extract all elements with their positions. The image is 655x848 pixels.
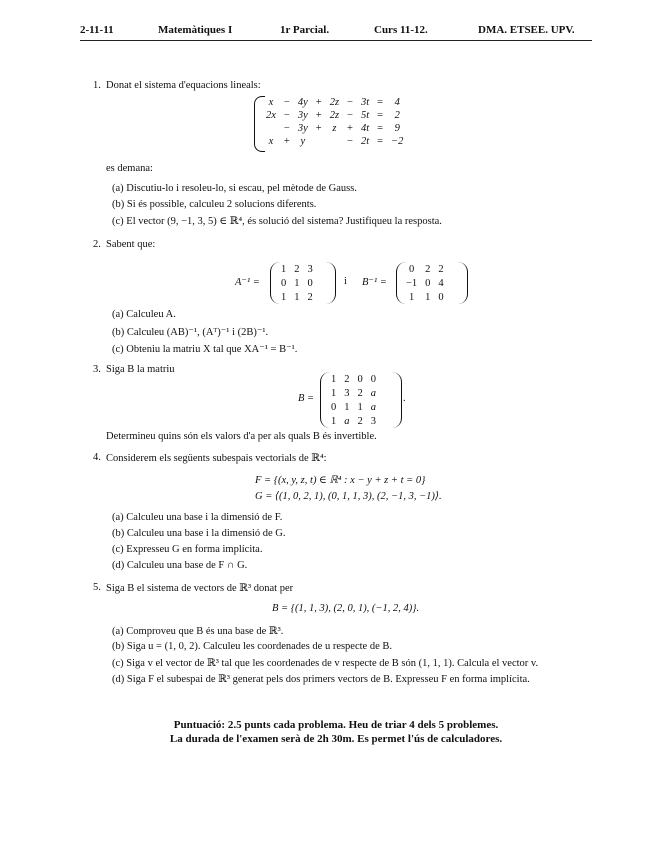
matrix-cell: 3 (344, 387, 350, 399)
p1-intro: Donat el sistema d'equacions lineals: (106, 80, 261, 91)
matrix-cell: a (344, 415, 350, 427)
system-row (262, 96, 407, 109)
system-cell: x (268, 136, 274, 147)
matrix-cell: a (370, 401, 376, 413)
matrix-cell: 3 (370, 415, 376, 427)
p2-binv-label: B⁻¹ = (362, 277, 387, 288)
p4-item-c: (c) Expresseu G en forma implícita. (112, 544, 263, 555)
matrix-row (277, 276, 317, 290)
p5-B: B = {(1, 1, 3), (2, 0, 1), (−1, 2, 4)}. (272, 603, 420, 614)
matrix-cell: 0 (425, 277, 431, 289)
matrix-cell: 0 (438, 291, 444, 303)
matrix-cell: 1 (408, 291, 415, 303)
p2-ainv-matrix (277, 262, 317, 304)
matrix-row (327, 414, 380, 428)
matrix-cell: 1 (425, 291, 431, 303)
header-dept: DMA. ETSEE. UPV. (478, 24, 575, 36)
p2-intro: Sabent que: (106, 239, 156, 250)
system-cell: = (377, 110, 384, 121)
system-cell: 2z (329, 110, 340, 121)
matrix-cell: 1 (294, 291, 300, 303)
p3-end: . (403, 393, 406, 404)
system-cell: 2x (266, 110, 276, 121)
p1-item-a: (a) Discutiu-lo i resoleu-lo, si escau, pel mètode de Gauss. (112, 183, 357, 194)
matrix-cell: 1 (331, 373, 337, 385)
matrix-cell: 2 (357, 387, 363, 399)
system-cell: + (315, 97, 322, 108)
header-rule (80, 40, 592, 41)
matrix-row (402, 276, 448, 290)
system-cell: z (332, 123, 337, 134)
footer-duration: La durada de l'examen serà de 2h 30m. Es permet l'ús de calculadores. (169, 733, 503, 745)
header-date: 2-11-11 (80, 24, 114, 36)
system-cell (262, 122, 280, 135)
system-cell: = (377, 136, 384, 147)
matrix-row (327, 372, 380, 386)
matrix-cell: 1 (357, 401, 363, 413)
p3-ask: Determineu quins són els valors d'a per als quals B és invertible. (106, 431, 377, 442)
p2-item-b: (b) Calculeu (AB)⁻¹, (Aᵀ)⁻¹ i (2B)⁻¹. (112, 327, 269, 338)
header-subject: Matemàtiques I (158, 24, 233, 36)
matrix-cell: 0 (307, 277, 313, 289)
p4-F: F = {(x, y, z, t) ∈ ℝ⁴ : x − y + z + t = 0} (255, 475, 426, 486)
matrix-row (327, 386, 380, 400)
p3-b-matrix (327, 372, 380, 428)
system-cell: 3y (297, 123, 308, 134)
system-cell: + (315, 123, 322, 134)
p3-number: 3. (93, 364, 101, 375)
p2-number: 2. (93, 239, 101, 250)
p3-intro: Siga B la matriu (106, 364, 175, 375)
system-row (262, 109, 407, 122)
p2-binv-matrix (402, 262, 448, 304)
system-cell: − (347, 110, 353, 121)
p1-item-c: (c) El vector (9, −1, 3, 5) ∈ ℝ⁴, és solució del sistema? Justifiqueu la resposta. (112, 216, 442, 227)
matrix-cell: 1 (281, 263, 287, 275)
p2-ainv-label: A⁻¹ = (235, 277, 260, 288)
p4-item-d: (d) Calculeu una base de F ∩ G. (112, 560, 248, 571)
p4-item-a: (a) Calculeu una base i la dimensió de F. (112, 512, 283, 523)
matrix-cell: 1 (331, 415, 337, 427)
p1-ask: es demana: (106, 163, 153, 174)
system-cell: = (377, 123, 384, 134)
matrix-cell: 1 (331, 387, 337, 399)
p4-intro: Considerem els següents subespais vectorials de ℝ⁴: (106, 453, 327, 464)
matrix-cell: 1 (281, 291, 287, 303)
system-row (262, 122, 407, 135)
system-cell: + (315, 110, 322, 121)
system-cell: = (377, 97, 384, 108)
matrix-cell: 4 (438, 277, 444, 289)
p2-item-a: (a) Calculeu A. (112, 309, 176, 320)
p2-item-c: (c) Obteniu la matriu X tal que XA⁻¹ = B⁻¹. (112, 344, 298, 355)
matrix-cell: 1 (294, 277, 300, 289)
system-cell: 9 (394, 123, 400, 134)
system-cell: −2 (391, 136, 404, 147)
system-cell: + (347, 123, 353, 134)
p1-system (262, 96, 407, 148)
system-cell: 4y (297, 97, 308, 108)
matrix-cell: 0 (408, 263, 415, 275)
system-cell: 5t (360, 110, 370, 121)
header-course: Curs 11-12. (374, 24, 428, 36)
p4-item-b: (b) Calculeu una base i la dimensió de G. (112, 528, 286, 539)
matrix-cell: 0 (357, 373, 363, 385)
matrix-cell: 2 (307, 291, 313, 303)
p3-b-label: B = (298, 393, 315, 404)
p5-item-d: (d) Siga F el subespai de ℝ³ generat pels dos primers vectors de B. Expresseu F en forma implícita. (112, 674, 530, 685)
system-cell: 4 (394, 97, 400, 108)
matrix-cell: −1 (406, 277, 418, 289)
system-cell: − (347, 136, 353, 147)
p1-item-b: (b) Si és possible, calculeu 2 solucions diferents. (112, 199, 317, 210)
matrix-row (402, 290, 448, 304)
system-cell: + (283, 136, 290, 147)
p4-G: G = ⟨(1, 0, 2, 1), (0, 1, 1, 3), (2, −1, 3, −1)⟩. (255, 491, 442, 502)
system-cell (312, 135, 326, 148)
matrix-cell: 0 (331, 401, 337, 413)
matrix-cell: 0 (281, 277, 287, 289)
matrix-cell: 3 (307, 263, 313, 275)
system-cell: − (283, 97, 290, 108)
system-cell: 3y (297, 110, 308, 121)
matrix-cell: 2 (357, 415, 363, 427)
system-cell: 4t (360, 123, 370, 134)
matrix-row (327, 400, 380, 414)
p5-item-b: (b) Siga u = (1, 0, 2). Calculeu les coordenades de u respecte de B. (112, 641, 392, 652)
system-cell: 2 (394, 110, 400, 121)
system-cell: 3t (360, 97, 370, 108)
footer-scoring: Puntuació: 2.5 punts cada problema. Heu de triar 4 dels 5 problemes. (173, 719, 499, 731)
p4-number: 4. (93, 452, 101, 463)
system-cell: 2t (360, 136, 370, 147)
matrix-cell: 2 (438, 263, 444, 275)
header-exam: 1r Parcial. (280, 24, 330, 36)
matrix-cell: 1 (344, 401, 350, 413)
system-cell: y (300, 136, 306, 147)
matrix-cell: 2 (294, 263, 300, 275)
matrix-cell: 2 (425, 263, 431, 275)
system-cell: − (283, 110, 290, 121)
matrix-row (277, 290, 317, 304)
matrix-cell: 2 (344, 373, 350, 385)
system-cell: − (283, 123, 290, 134)
matrix-cell: 0 (370, 373, 376, 385)
matrix-row (277, 262, 317, 276)
system-cell (326, 135, 343, 148)
system-cell: x (268, 97, 274, 108)
system-cell: − (347, 97, 353, 108)
p5-intro: Siga B el sistema de vectors de ℝ³ donat per (106, 583, 294, 594)
matrix-row (402, 262, 448, 276)
p1-number: 1. (93, 80, 101, 91)
p2-conj: i (344, 276, 347, 287)
system-cell: 2z (329, 97, 340, 108)
system-row (262, 135, 407, 148)
matrix-cell: a (370, 387, 376, 399)
p5-item-a: (a) Comproveu que B és una base de ℝ³. (112, 626, 284, 637)
p5-item-c: (c) Siga v el vector de ℝ³ tal que les coordenades de v respecte de B són (1, 1, 1). Calcula el vector v. (112, 658, 539, 669)
p5-number: 5. (93, 582, 101, 593)
